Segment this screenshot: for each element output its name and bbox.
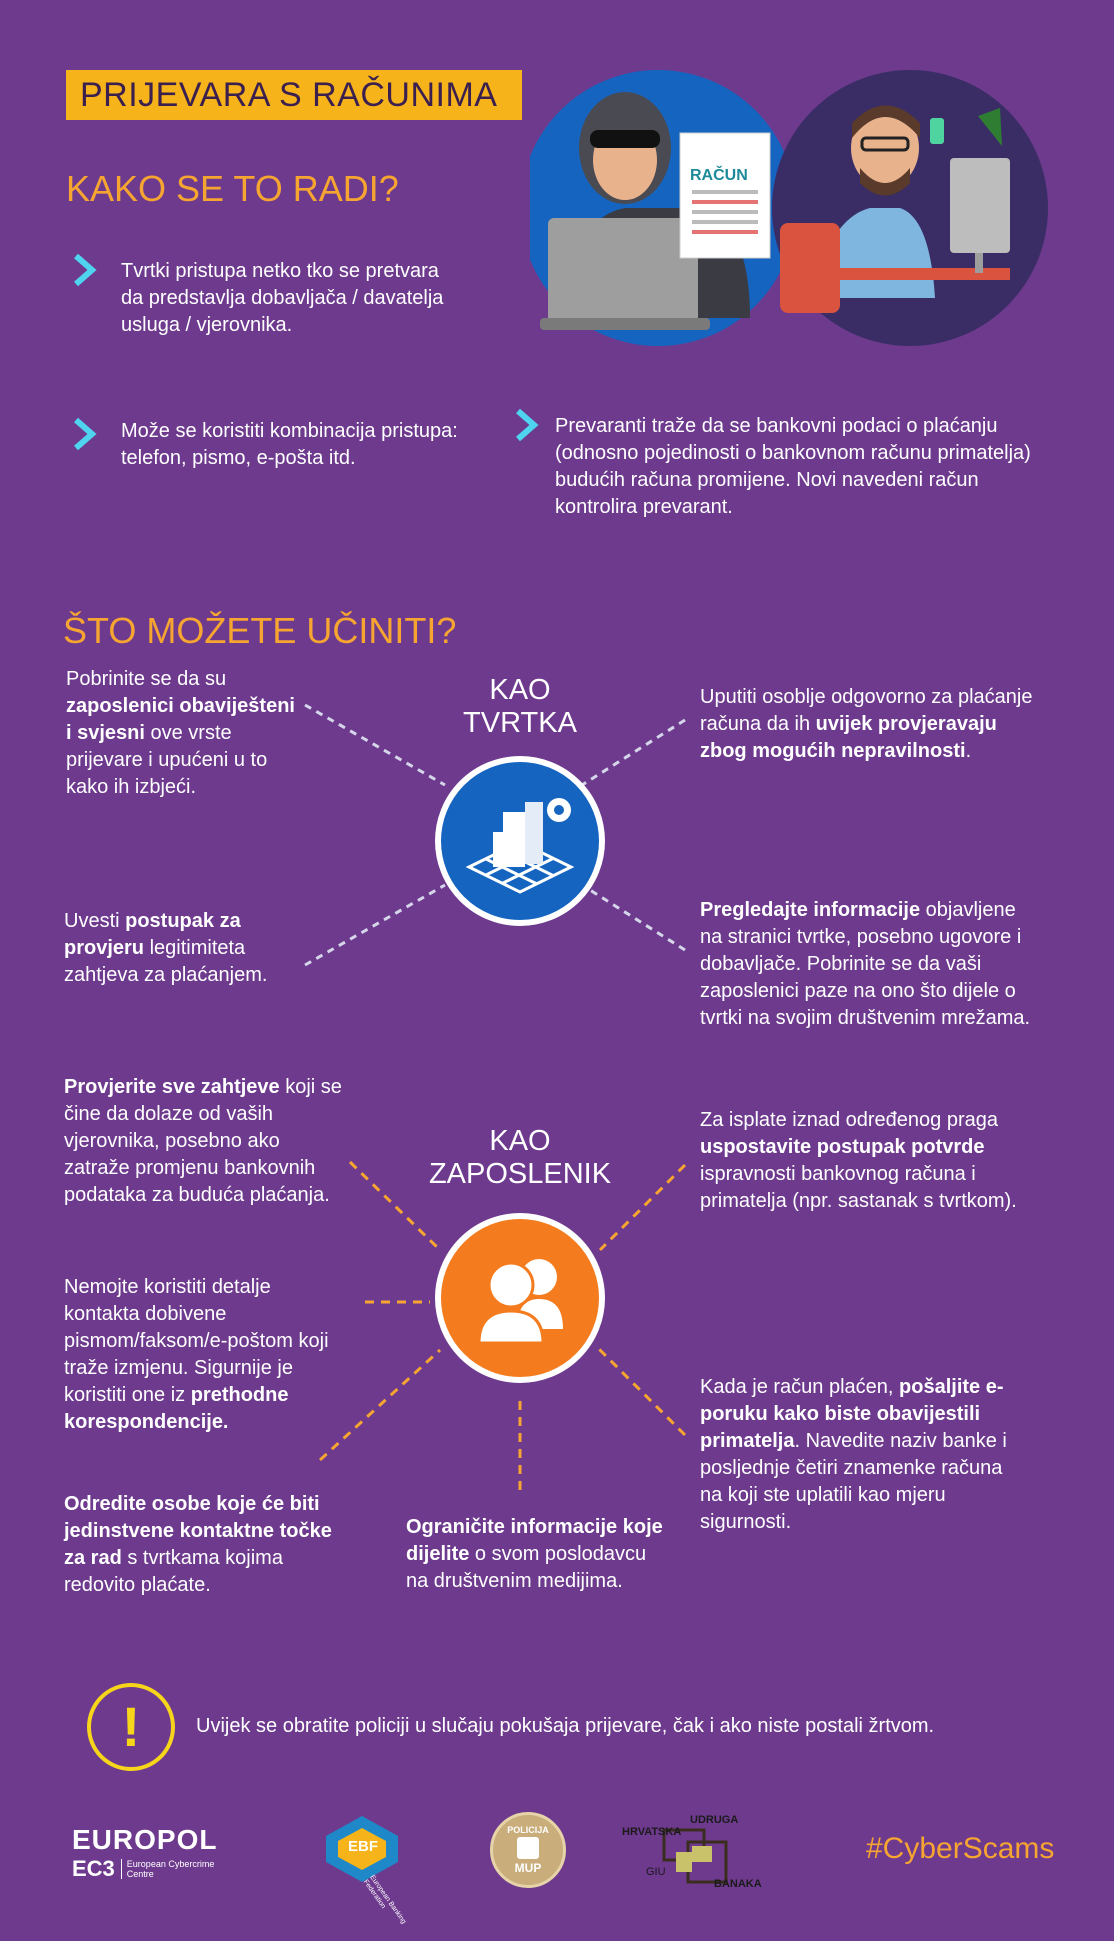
tip-text: objavljene na stranici tvrtke, posebno ugovore i dobavljače. Pobrinite se da vaši zaposlenici paze na ono što dijele o tvrtki na svojim društvenim mrežama. [700,899,1031,1029]
ec3-logo-text: EC3 [72,1856,115,1881]
how-item-1: Tvrtki pristupa netko tko se pretvara da predstavlja dobavljača / davatelja usluga / vjerovnika. [121,260,444,336]
hashtag: #CyberScams [866,1832,1055,1865]
company-circle [435,756,605,926]
hub-logo-text-left: HRVATSKA [622,1826,682,1838]
tip-bold-text: Provjerite sve zahtjeve [64,1076,280,1098]
company-tip-bottom-left [64,908,304,989]
employee-role-line1: KAO [489,1125,551,1157]
tip-bold-text: zaposlenici obaviješteni i svjesni [66,695,295,744]
tip-text: . Navedite naziv banke i posljednje četiri znamenke računa na koji ste uplatili kao mjeru sigurnosti. [700,1430,1007,1533]
ec3-subtitle-2: Centre [126,1869,154,1879]
tip-text: ove vrste prijevare i upućeni u to kako ih izbjeći. [66,722,268,798]
employee-tip-bottom-right [700,1374,1020,1536]
company-role-line1: KAO [489,674,551,706]
shield-icon [517,1837,539,1859]
ebf-subtitle: European Banking Federation [361,1874,408,1926]
employee-tip-bottom-left [64,1491,334,1599]
ec3-subtitle-1: European Cybercrime [126,1859,215,1869]
tip-text: . [965,740,972,762]
page-title: PRIJEVARA S RAČUNIMA [80,75,498,114]
company-tip-top-right [700,684,1040,765]
tip-text: s tvrtkama kojima redovito plaćate. [64,1547,283,1596]
tip-bold-text: uspostavite postupak potvrde [700,1136,985,1158]
tip-text: Uvesti [64,910,126,932]
company-tip-bottom-right [700,897,1040,1032]
europol-logo [72,1824,272,1884]
ebf-logo-text: EBF [348,1838,378,1855]
warning-text: Uvijek se obratite policiji u slučaju pokušaja prijevare, čak i ako niste postali žrtvom. [196,1715,935,1737]
employee-tip-top-right [700,1107,1040,1215]
employee-tip-top-left [64,1074,344,1209]
tip-text: Pobrinite se da su [66,668,227,690]
company-role-line2: TVRTKA [463,707,577,739]
hub-logo-text-gu: GIU [646,1866,666,1878]
company-tip-top-left [66,666,306,801]
employee-role-line2: ZAPOSLENIK [428,1158,612,1190]
tip-text: Uputiti osoblje odgovorno za plaćanje računa da ih [700,686,1033,735]
policija-logo-text: POLICIJA [507,1825,549,1835]
warning-icon [87,1683,175,1771]
invoice-label: RAČUN [690,167,748,184]
tip-bold-text: prethodne korespondencije. [64,1384,289,1433]
tip-text: Nemojte koristiti detalje kontakta dobivene pismom/faksom/e-poštom koji traže izmjenu. Sigurnije je koristiti one iz [64,1276,329,1406]
warning-symbol: ! [121,1695,141,1758]
building-icon [441,762,599,920]
tip-text: koji se čine da dolaze od vaših vjerovnika, posebno ako zatraže promjenu bankovnih podataka za buduća plaćanja. [64,1076,342,1206]
tip-text: legitimiteta zahtjeva za plaćanjem. [64,937,268,986]
employee-tip-middle-left [64,1274,344,1436]
hub-logo-text-bottom: BANAKA [714,1878,762,1890]
employee-tip-bottom-center [406,1514,666,1595]
hub-logo [622,1814,772,1898]
tip-text: o svom poslodavcu na društvenim medijima. [406,1543,647,1592]
how-item-2: Može se koristiti kombinacija pristupa: telefon, pismo, e-pošta itd. [121,420,458,469]
tip-text: Kada je račun plaćen, [700,1376,900,1398]
europol-logo-text: EUROPOL [72,1824,218,1855]
tip-bold-text: Odredite osobe koje će biti jedinstvene kontaktne točke za rad [64,1493,332,1569]
mup-logo-text: MUP [514,1861,542,1875]
hub-logo-text-top: UDRUGA [690,1814,739,1826]
employee-role [400,1125,640,1191]
people-icon [441,1219,599,1377]
what-heading: ŠTO MOŽETE UČINITI? [63,610,457,651]
tip-bold-text: uvijek provjeravaju zbog mogućih nepravilnosti [700,713,997,762]
tip-bold-text: Pregledajte informacije [700,899,921,921]
tip-bold-text: pošaljite e-poruku kako biste obavijestili primatelja [700,1376,1004,1452]
policija-mup-logo [490,1812,566,1888]
tip-text: ispravnosti bankovnog računa i primatelja (npr. sastanak s tvrtkom). [700,1163,1017,1212]
ebf-logo [322,1814,432,1926]
tip-text: Za isplate iznad određenog praga [700,1109,998,1131]
employee-circle [435,1213,605,1383]
company-role [420,674,620,740]
tip-bold-text: Ograničite informacije koje dijelite [406,1516,663,1565]
how-item-3: Prevaranti traže da se bankovni podaci o plaćanju (odnosno pojedinosti o bankovnom računu primatelja) budućih računa promijene. Novi navedeni račun kontrolira prevarant. [555,415,1031,518]
tip-bold-text: postupak za provjeru [64,910,241,959]
how-heading: KAKO SE TO RADI? [66,168,399,209]
